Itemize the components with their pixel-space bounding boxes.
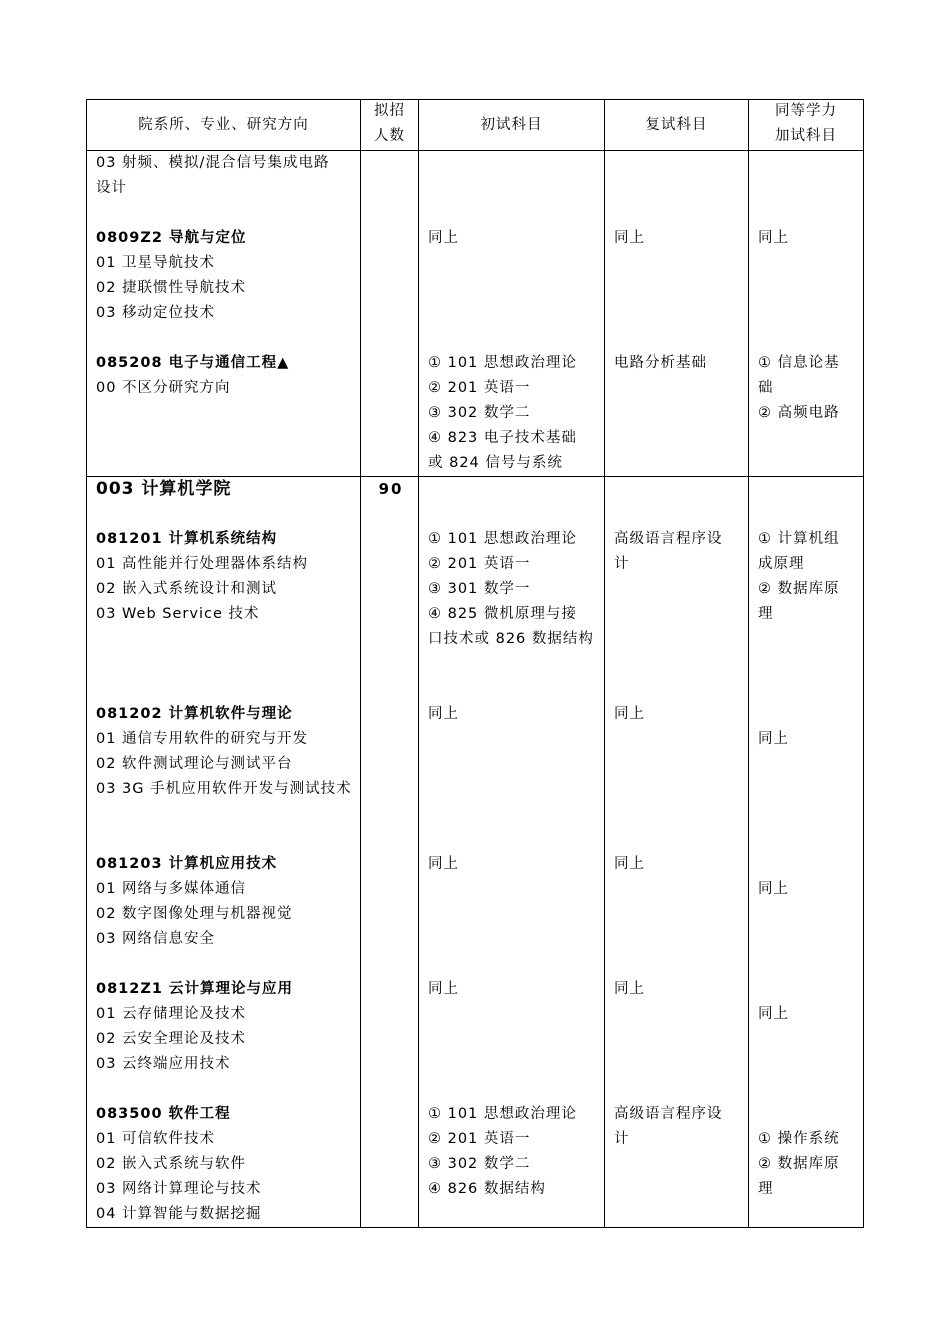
direction-item: 设计 <box>96 180 127 196</box>
direction-item: 02 嵌入式系统与软件 <box>96 1156 247 1172</box>
dept-cell <box>87 477 361 1228</box>
retest-cell: 同上 电路分析基础 <box>605 151 749 477</box>
count-cell <box>361 151 419 477</box>
major-title: 085208 电子与通信工程▲ <box>96 355 290 371</box>
direction-item: 03 网络计算理论与技术 <box>96 1181 262 1197</box>
direction-item: 04 计算智能与数据挖掘 <box>96 1206 262 1222</box>
retest-cell: 高级语言程序设 计 同上 同上 同上 高级语言程序设 计 <box>605 477 749 1228</box>
direction-item: 03 网络信息安全 <box>96 931 216 947</box>
enrollment-count: 90 <box>378 480 404 498</box>
major-title: 083500 软件工程 <box>96 1106 231 1122</box>
direction-item: 02 软件测试理论与测试平台 <box>96 756 293 772</box>
school-title: 003 计算机学院 <box>96 479 232 499</box>
table-row <box>87 477 864 1228</box>
header-retest: 复试科目 <box>605 100 749 151</box>
count-cell <box>361 477 419 1228</box>
direction-item: 03 移动定位技术 <box>96 305 216 321</box>
major-title: 081203 计算机应用技术 <box>96 856 278 872</box>
direction-item: 00 不区分研究方向 <box>96 380 231 396</box>
major-title: 081202 计算机软件与理论 <box>96 706 293 722</box>
direction-item: 01 卫星导航技术 <box>96 255 216 271</box>
major-title: 081201 计算机系统结构 <box>96 531 278 547</box>
direction-item: 03 3G 手机应用软件开发与测试技术 <box>96 781 352 797</box>
dept-cell <box>87 151 361 477</box>
direction-item: 02 捷联惯性导航技术 <box>96 280 247 296</box>
exam-cell: ① 101 思想政治理论 ② 201 英语一 ③ 301 数学一 ④ 825 微机原理与接 口技术或 826 数据结构 同上 同上 同上 ① 101 思想政治理论 ② 201 英语一 ③ 302 数学二 ④ 826 数据结构 <box>419 477 605 1228</box>
direction-item: 03 射频、模拟/混合信号集成电路 <box>96 155 330 171</box>
direction-item: 02 嵌入式系统设计和测试 <box>96 581 278 597</box>
direction-item: 01 通信专用软件的研究与开发 <box>96 731 309 747</box>
table-header-row <box>87 100 864 151</box>
direction-item: 02 云安全理论及技术 <box>96 1031 247 1047</box>
exam-cell: 同上 ① 101 思想政治理论 ② 201 英语一 ③ 302 数学二 ④ 823 电子技术基础 或 824 信号与系统 <box>419 151 605 477</box>
major-title: 0812Z1 云计算理论与应用 <box>96 981 294 997</box>
table-row <box>87 151 864 477</box>
header-equivalent-extra: 同等学力 加试科目 <box>749 100 864 151</box>
extra-cell: ① 计算机组 成原理 ② 数据库原 理 同上 同上 同上 ① 操作系统 ② 数据库原 理 <box>749 477 864 1228</box>
direction-item: 01 云存储理论及技术 <box>96 1006 247 1022</box>
direction-item: 03 Web Service 技术 <box>96 606 260 622</box>
header-department: 院系所、专业、研究方向 <box>87 100 361 151</box>
direction-item: 01 可信软件技术 <box>96 1131 216 1147</box>
direction-item: 03 云终端应用技术 <box>96 1056 231 1072</box>
direction-item: 01 高性能并行处理器体系结构 <box>96 556 309 572</box>
extra-cell: 同上 ① 信息论基 础 ② 高频电路 <box>749 151 864 477</box>
admissions-table <box>86 99 864 1228</box>
header-initial-exam: 初试科目 <box>419 100 605 151</box>
direction-item: 02 数字图像处理与机器视觉 <box>96 906 293 922</box>
major-title: 0809Z2 导航与定位 <box>96 230 247 246</box>
header-enrollment: 拟招 人数 <box>361 100 419 151</box>
direction-item: 01 网络与多媒体通信 <box>96 881 247 897</box>
